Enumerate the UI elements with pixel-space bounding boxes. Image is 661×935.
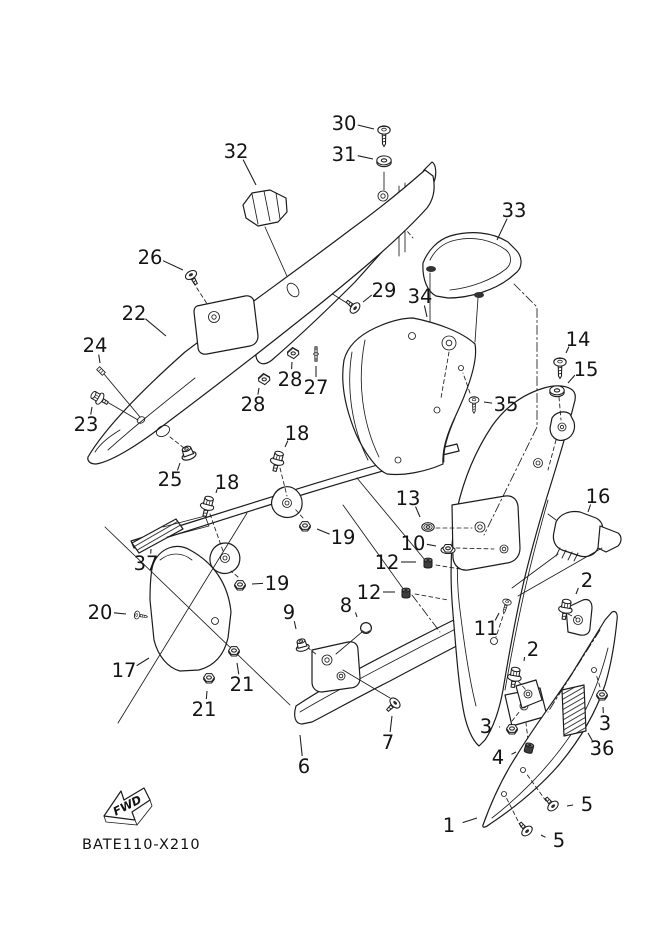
- callout-number-2: 2: [580, 569, 594, 593]
- leader-line-5: [541, 835, 546, 837]
- callout-number-26: 26: [137, 246, 163, 270]
- callout-number-21: 21: [229, 673, 255, 697]
- callout-number-11: 11: [473, 617, 499, 641]
- leader-line-1: [463, 818, 477, 823]
- callout-number-3: 3: [479, 715, 493, 739]
- callout-number-29: 29: [371, 279, 397, 303]
- callout-number-8: 8: [339, 594, 353, 618]
- fastener-washer-icon: [377, 156, 391, 167]
- fastener-screw-icon: [378, 126, 390, 147]
- callout-number-16: 16: [585, 485, 611, 509]
- callout-number-3: 3: [598, 712, 612, 736]
- diagram-code: BATE110-X210: [82, 837, 201, 853]
- fastener-nut-icon: [597, 691, 608, 700]
- leader-line-5: [567, 805, 573, 806]
- callout-number-18: 18: [284, 422, 310, 446]
- callout-number-14: 14: [565, 328, 591, 352]
- callout-number-1: 1: [442, 814, 456, 838]
- callout-number-5: 5: [552, 829, 566, 853]
- leader-line-29: [363, 295, 372, 302]
- leader-line-6: [300, 735, 302, 756]
- leader-line-8: [356, 612, 358, 617]
- callout-number-13: 13: [395, 487, 421, 511]
- fastener-flathead-icon: [516, 819, 534, 838]
- fastener-ring-icon: [361, 623, 372, 634]
- fastener-flathead-icon: [542, 794, 560, 813]
- callout-number-35: 35: [493, 393, 519, 417]
- leader-line-19: [317, 529, 330, 534]
- callout-number-25: 25: [157, 468, 183, 492]
- fastener-nut-icon: [300, 522, 311, 531]
- callout-number-27: 27: [303, 376, 329, 400]
- leader-line-17: [137, 658, 149, 666]
- fastener-screw-icon: [134, 611, 149, 621]
- callout-number-12: 12: [374, 551, 400, 575]
- callout-number-22: 22: [121, 302, 147, 326]
- callout-number-28: 28: [277, 368, 303, 392]
- leader-line-2: [524, 657, 525, 661]
- callout-number-9: 9: [282, 601, 296, 625]
- callout-number-37: 37: [133, 552, 159, 576]
- leader-line-30: [358, 125, 374, 129]
- callout-number-10: 10: [400, 532, 426, 556]
- leader-line-2: [576, 588, 578, 594]
- fastener-screw-icon: [469, 397, 479, 413]
- leader-line-20: [114, 613, 126, 614]
- leader-line-32: [243, 160, 256, 185]
- fastener-nut-icon: [507, 725, 518, 734]
- fastener-nut-icon: [235, 581, 246, 590]
- fastener-flathead-icon: [184, 269, 202, 287]
- fastener-clipnut-icon: [288, 348, 299, 359]
- fastener-flangebolt-icon: [89, 389, 111, 409]
- callout-number-4: 4: [491, 746, 505, 770]
- fastener-wellnut-icon: [424, 558, 432, 568]
- callout-number-19: 19: [264, 572, 290, 596]
- part-damper-32: [243, 190, 287, 226]
- callout-number-28: 28: [240, 393, 266, 417]
- fastener-stud-icon: [314, 347, 319, 361]
- fastener-screw-icon: [554, 358, 566, 379]
- fastener-wellnut-icon: [402, 588, 410, 598]
- fastener-grommet-icon: [422, 523, 434, 532]
- leader-line-10: [427, 544, 436, 546]
- callout-number-33: 33: [501, 199, 527, 223]
- callout-number-32: 32: [223, 140, 249, 164]
- callout-number-30: 30: [331, 112, 357, 136]
- leader-line-35: [484, 402, 492, 403]
- callout-number-24: 24: [82, 334, 108, 358]
- callout-number-18: 18: [214, 471, 240, 495]
- callout-number-21: 21: [191, 698, 217, 722]
- fastener-washer-icon: [550, 386, 564, 397]
- callout-number-31: 31: [331, 143, 357, 167]
- callout-number-34: 34: [407, 285, 433, 309]
- fastener-clipnut-icon: [259, 374, 270, 385]
- fastener-nut-icon: [204, 674, 215, 683]
- fastener-flathead-icon: [383, 696, 402, 715]
- fastener-nut-icon: [229, 647, 240, 656]
- callout-number-6: 6: [297, 755, 311, 779]
- fastener-grommet2-icon: [179, 444, 197, 462]
- callout-number-7: 7: [381, 731, 395, 755]
- emblem-36: [562, 685, 586, 736]
- leader-line-7: [390, 716, 392, 732]
- fastener-flathead-icon: [343, 297, 362, 315]
- callout-number-17: 17: [111, 659, 137, 683]
- callout-number-19: 19: [330, 526, 356, 550]
- fastener-clip-icon: [97, 367, 106, 376]
- part-lower-panel-6: [295, 616, 472, 724]
- callout-number-36: 36: [589, 737, 615, 761]
- leader-line-19: [252, 583, 263, 584]
- callout-number-15: 15: [573, 358, 599, 382]
- leader-line-4: [512, 752, 517, 754]
- callout-number-5: 5: [580, 793, 594, 817]
- callout-number-23: 23: [73, 413, 99, 437]
- fastener-grommet2-icon: [294, 637, 310, 652]
- leader-line-22: [145, 319, 166, 336]
- callout-number-20: 20: [87, 601, 113, 625]
- fastener-flangebolt-icon: [198, 495, 216, 518]
- leader-line-26: [163, 261, 183, 270]
- fwd-label: FWD: [110, 792, 144, 819]
- fastener-flangebolt-icon: [268, 450, 286, 473]
- leader-line-31: [358, 156, 373, 159]
- callout-number-2: 2: [526, 638, 540, 662]
- callout-number-12: 12: [356, 581, 382, 605]
